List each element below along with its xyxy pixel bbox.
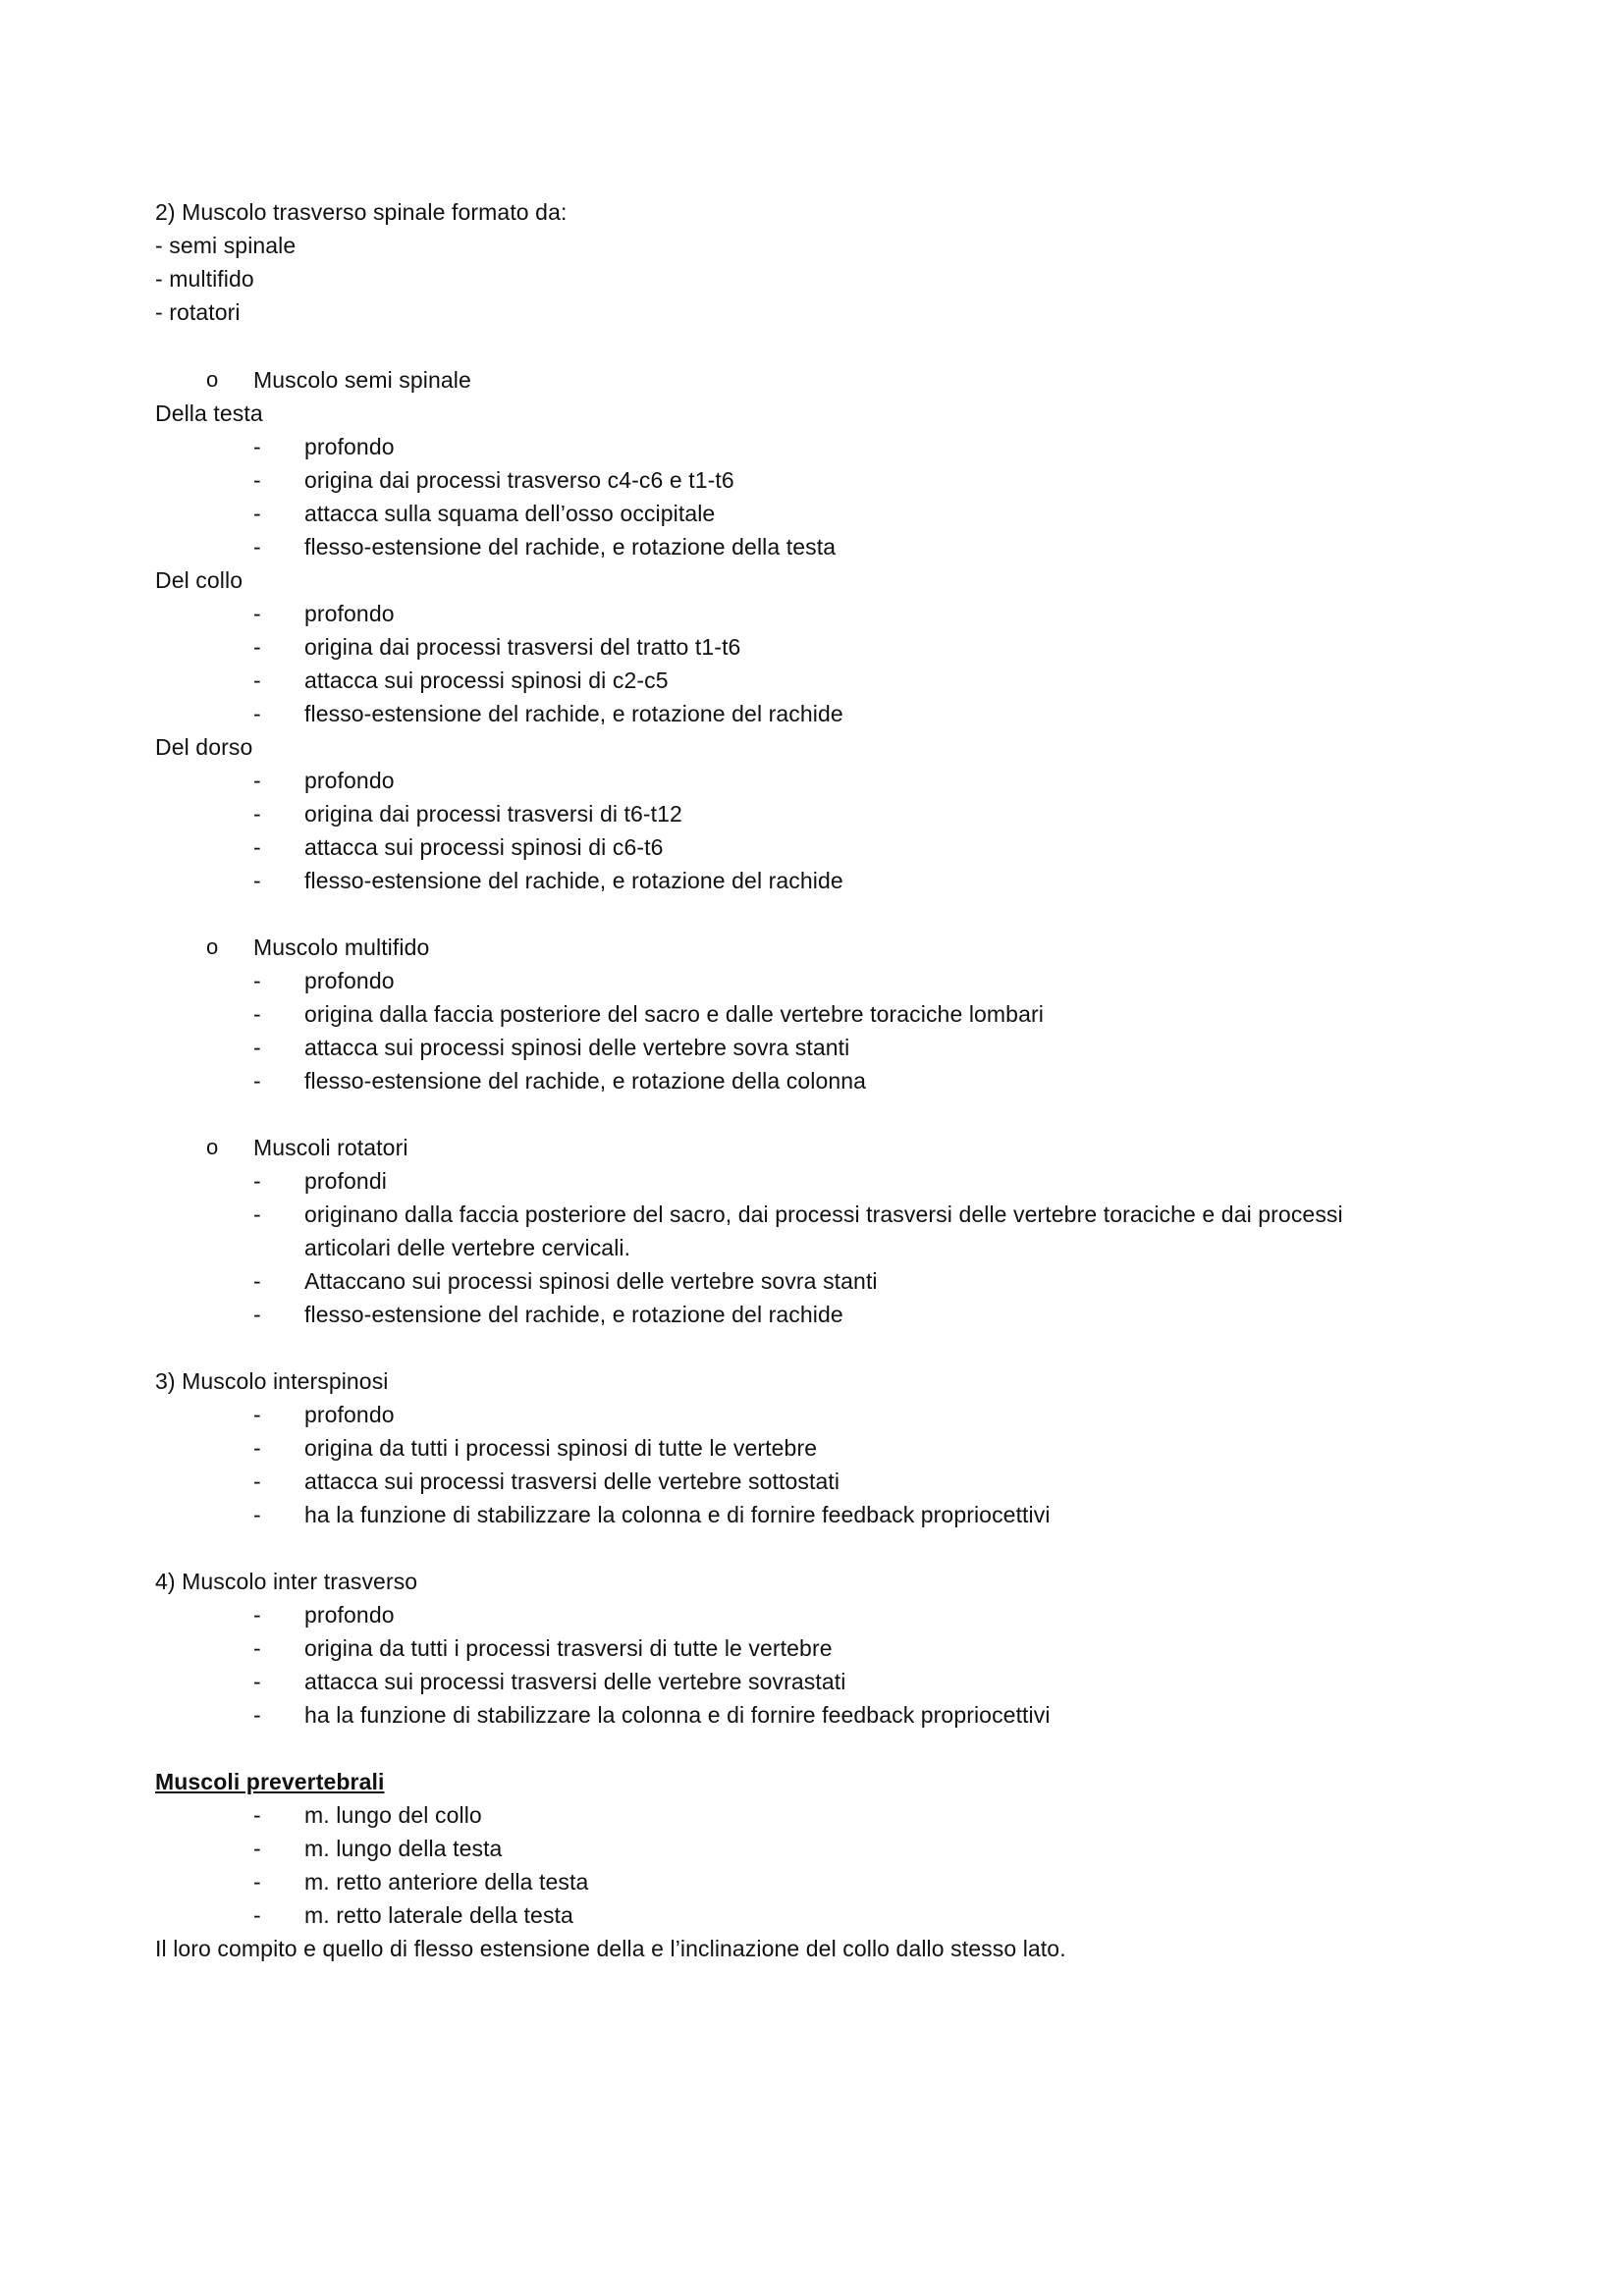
section2-title: 2) Muscolo trasverso spinale formato da: <box>155 199 568 225</box>
list-item: profondo <box>304 434 395 459</box>
list-item: profondo <box>304 1602 395 1628</box>
section4-title: 4) Muscolo inter trasverso <box>155 1569 418 1594</box>
list-item: flesso-estensione del rachide, e rotazione della colonna <box>304 1068 867 1094</box>
list-item: attacca sui processi trasversi delle vertebre sottostati <box>304 1468 840 1494</box>
multifido-title: Muscolo multifido <box>253 934 430 960</box>
dash-bullet: - <box>253 868 261 893</box>
section3-title: 3) Muscolo interspinosi <box>155 1368 389 1394</box>
dash-bullet: - <box>253 1001 261 1027</box>
list-item: profondo <box>304 1402 395 1427</box>
group-label-del-collo: Del collo <box>155 567 244 593</box>
list-item: ha la funzione di stabilizzare la colonna e di fornire feedback propriocettivi <box>304 1502 1051 1527</box>
list-item: m. lungo del collo <box>304 1802 482 1828</box>
dash-bullet: - <box>253 1468 261 1494</box>
dash-bullet: - <box>253 1702 261 1728</box>
list-item: origina dai processi trasversi di t6-t12 <box>304 801 682 827</box>
list-item: flesso-estensione del rachide, e rotazione del rachide <box>304 1302 843 1327</box>
dash-bullet: - <box>253 467 261 493</box>
list-item: m. retto anteriore della testa <box>304 1869 589 1895</box>
circle-bullet: o <box>206 367 219 392</box>
dash-bullet: - <box>253 1602 261 1628</box>
list-item: profondo <box>304 601 395 626</box>
circle-bullet: o <box>206 934 219 959</box>
list-item: m. retto laterale della testa <box>304 1902 573 1928</box>
section2-part-rotatori: - rotatori <box>155 299 241 325</box>
dash-bullet: - <box>253 801 261 827</box>
dash-bullet: - <box>253 1635 261 1661</box>
list-item: ha la funzione di stabilizzare la colonna e di fornire feedback propriocettivi <box>304 1702 1051 1728</box>
list-item: profondo <box>304 968 395 993</box>
dash-bullet: - <box>253 1836 261 1861</box>
group-label-del-dorso: Del dorso <box>155 734 253 760</box>
dash-bullet: - <box>253 834 261 860</box>
list-item: origina dalla faccia posteriore del sacro e dalle vertebre toraciche lombari <box>304 1001 1044 1027</box>
list-item: attacca sui processi trasversi delle vertebre sovrastati <box>304 1669 846 1694</box>
list-item: m. lungo della testa <box>304 1836 503 1861</box>
list-item: origina da tutti i processi trasversi di tutte le vertebre <box>304 1635 833 1661</box>
dash-bullet: - <box>253 968 261 993</box>
dash-bullet: - <box>253 1168 261 1194</box>
semi-spinale-title: Muscolo semi spinale <box>253 367 471 393</box>
list-item: origina dai processi trasverso c4-c6 e t1-t6 <box>304 467 734 493</box>
dash-bullet: - <box>253 701 261 726</box>
section2-part-multifido: - multifido <box>155 266 254 292</box>
list-item: attacca sui processi spinosi delle vertebre sovra stanti <box>304 1035 850 1060</box>
list-item: attacca sui processi spinosi di c2-c5 <box>304 667 669 693</box>
dash-bullet: - <box>253 667 261 693</box>
dash-bullet: - <box>253 1402 261 1427</box>
list-item: flesso-estensione del rachide, e rotazione del rachide <box>304 868 843 893</box>
dash-bullet: - <box>253 634 261 660</box>
dash-bullet: - <box>253 1201 261 1227</box>
list-item: attacca sulla squama dell’osso occipitale <box>304 501 716 526</box>
prevertebrali-summary: Il loro compito e quello di flesso estensione della e l’inclinazione del collo dallo stesso lato. <box>155 1936 1066 1961</box>
dash-bullet: - <box>253 1502 261 1527</box>
dash-bullet: - <box>253 1902 261 1928</box>
dash-bullet: - <box>253 1869 261 1895</box>
dash-bullet: - <box>253 501 261 526</box>
list-item: origina dai processi trasversi del tratto t1-t6 <box>304 634 741 660</box>
list-item: flesso-estensione del rachide, e rotazione del rachide <box>304 701 843 726</box>
list-item: originano dalla faccia posteriore del sacro, dai processi trasversi delle vertebre toraciche e dai processi <box>304 1201 1343 1227</box>
group-label-della-testa: Della testa <box>155 400 263 426</box>
dash-bullet: - <box>253 601 261 626</box>
dash-bullet: - <box>253 1268 261 1294</box>
dash-bullet: - <box>253 1669 261 1694</box>
list-item: Attaccano sui processi spinosi delle vertebre sovra stanti <box>304 1268 878 1294</box>
list-item: origina da tutti i processi spinosi di tutte le vertebre <box>304 1435 818 1461</box>
circle-bullet: o <box>206 1135 219 1159</box>
dash-bullet: - <box>253 1802 261 1828</box>
list-item: flesso-estensione del rachide, e rotazione della testa <box>304 534 837 560</box>
dash-bullet: - <box>253 768 261 793</box>
list-item: profondo <box>304 768 395 793</box>
list-item: profondi <box>304 1168 387 1194</box>
dash-bullet: - <box>253 434 261 459</box>
prevertebrali-title: Muscoli prevertebrali <box>155 1769 385 1794</box>
list-item-continuation: articolari delle vertebre cervicali. <box>304 1235 631 1260</box>
section2-part-semi-spinale: - semi spinale <box>155 233 297 258</box>
rotatori-title: Muscoli rotatori <box>253 1135 408 1160</box>
dash-bullet: - <box>253 1068 261 1094</box>
dash-bullet: - <box>253 1435 261 1461</box>
dash-bullet: - <box>253 1302 261 1327</box>
list-item: attacca sui processi spinosi di c6-t6 <box>304 834 664 860</box>
dash-bullet: - <box>253 534 261 560</box>
dash-bullet: - <box>253 1035 261 1060</box>
